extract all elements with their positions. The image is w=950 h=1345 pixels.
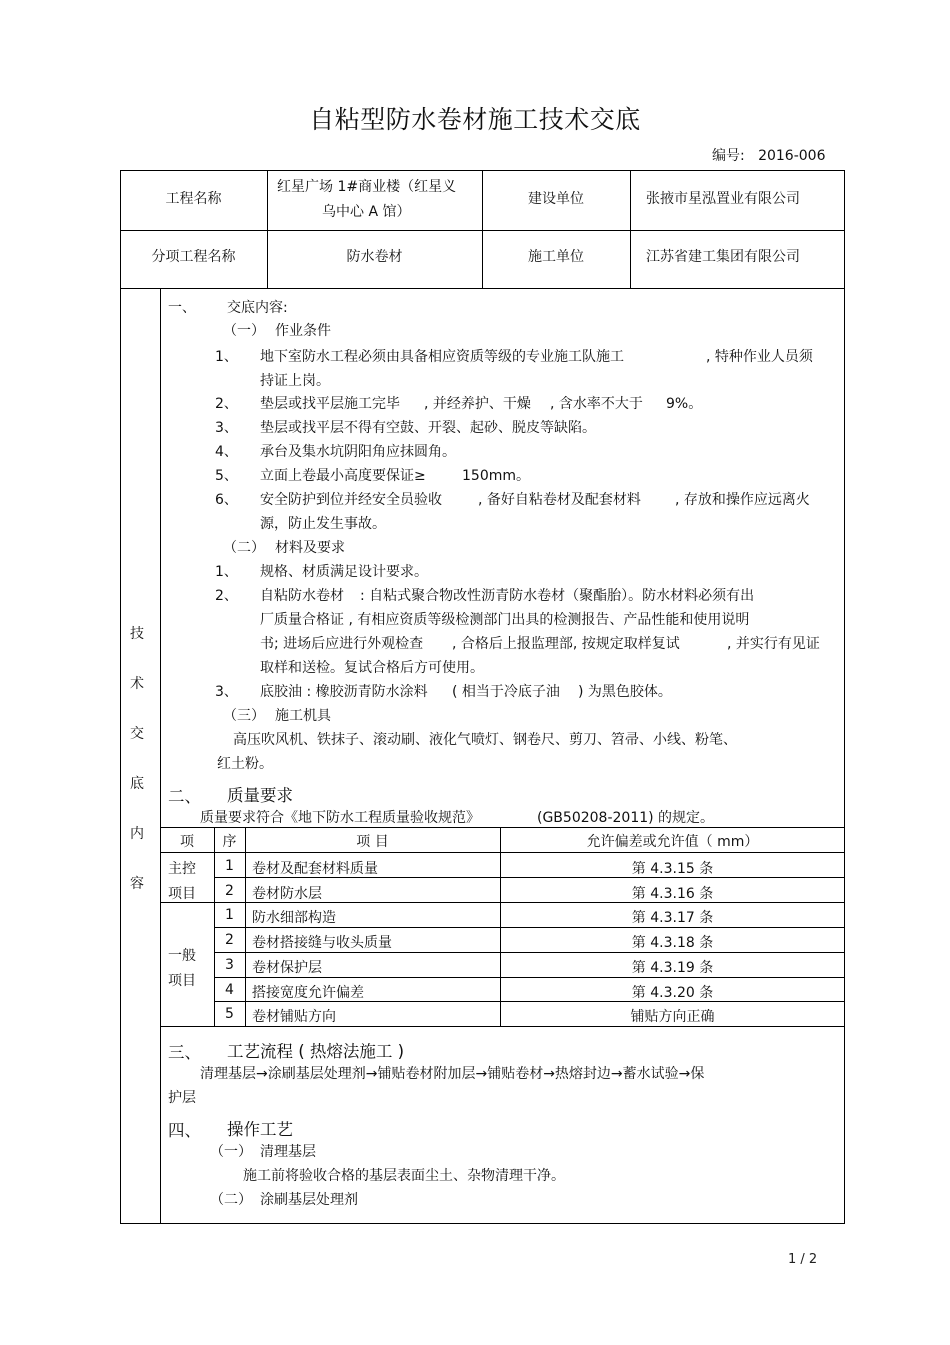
document-number [712,145,825,165]
item-text: 取样和送检。复试合格后方可使用。 [260,660,484,676]
section2-number: 二、 [168,787,201,806]
quality-row-no: 5 [225,1006,234,1022]
item-number: 6、 [215,492,238,508]
section4-number: 四、 [168,1121,201,1140]
general-label: 一般 [168,948,196,964]
operation-text: 施工前将验收合格的基层表面尘土、杂物清理干净。 [243,1168,565,1184]
item-text: 安全防护到位并经安全员验收 [260,492,442,508]
contractor-label: 施工单位 [528,249,584,265]
item-number: 4、 [215,444,238,460]
quality-row-value: 铺贴方向正确 [630,1009,715,1025]
quality-row-item: 卷材保护层 [252,960,322,976]
quality-row-value: 第 4.3.16 条 [631,886,714,902]
item-text: : 自粘式聚合物改性沥青防水卷材（聚酯胎）。防水材料必须有出 [360,588,755,604]
item-text: ) 为黑色胶体。 [578,684,672,700]
item-text: 立面上卷最小高度要保证≥ [260,468,426,484]
subsection-number: （一） [210,1144,252,1160]
project-name-value-line2: 乌中心 A 馆） [322,204,411,220]
item-text: 垫层或找平层不得有空鼓、开裂、起砂、脱皮等缺陷。 [260,420,596,436]
quality-row-item: 防水细部构造 [252,910,336,926]
sub-project-label: 分项工程名称 [151,249,236,265]
side-label-char: 底 [130,776,144,792]
quality-row-value: 第 4.3.20 条 [631,985,714,1001]
quality-row-no: 1 [225,858,234,874]
general-label: 项目 [168,973,196,989]
tools-text: 高压吹风机、铁抹子、滚动刷、液化气喷灯、钢卷尺、剪刀、笤帚、小线、粉笔、 [233,732,737,748]
quality-header-item: 项 目 [356,834,389,850]
item-number: 5、 [215,468,238,484]
item-text: 书; 进场后应进行外观检查 [260,636,424,652]
section2-title: 质量要求 [227,786,293,805]
item-text: 厂质量合格证 , 有相应资质等级检测部门出具的检测报告、产品性能和使用说明 [260,612,750,628]
page-number: 1 / 2 [788,1252,818,1267]
item-text: , 存放和操作应远离火 [675,492,810,508]
quality-header-tolerance: 允许偏差或允许值（ mm） [586,834,759,850]
item-text: 9%。 [666,396,703,412]
section1-title: 交底内容: [227,300,288,316]
quality-row-item: 卷材搭接缝与收头质量 [252,935,392,951]
item-text: 垫层或找平层施工完毕 [260,396,400,412]
quality-header-category: 项 [180,834,194,850]
item-text: 自粘防水卷材 [260,588,344,604]
section1-number: 一、 [168,300,196,316]
subsection-title: 材料及要求 [275,540,345,556]
document-title: 自粘型防水卷材施工技术交底 [309,105,641,134]
quality-intro: 质量要求符合《地下防水工程质量验收规范》 [200,810,480,826]
item-text: , 合格后上报监理部, 按规定取样复试 [452,636,680,652]
quality-row-no: 2 [225,932,234,948]
item-text: 底胶油 : 橡胶沥青防水涂料 [260,684,428,700]
main-control-label: 主控 [168,861,196,877]
quality-header-seq: 序 [222,834,237,850]
sub-project-value: 防水卷材 [346,249,403,265]
project-name-value-line1: 红星广场 1#商业楼（红星义 [277,179,457,195]
quality-row-no: 3 [225,957,234,973]
subsection-title: 涂刷基层处理剂 [260,1192,358,1208]
subsection-title: 施工机具 [275,708,331,724]
subsection-number: （二） [223,540,265,556]
item-text: 源，防止发生事故。 [260,516,386,532]
item-text: ( 相当于冷底子油 [452,684,560,700]
item-number: 3、 [215,420,238,436]
item-text: 规格、材质满足设计要求。 [260,564,428,580]
item-text: , 并经养护、干燥 [424,396,531,412]
subsection-number: （三） [223,708,265,724]
side-label-char: 内 [130,826,144,842]
quality-row-no: 2 [225,883,234,899]
section3-title: 工艺流程 ( 热熔法施工 ) [227,1042,405,1061]
item-number: 1、 [215,564,238,580]
project-name-label: 工程名称 [165,191,222,207]
item-number: 3、 [215,684,238,700]
subsection-number: （一） [223,323,265,339]
item-number: 2、 [215,588,238,604]
item-text: , 特种作业人员须 [706,349,813,365]
client-label: 建设单位 [528,191,584,207]
item-text: , 并实行有见证 [727,636,820,652]
subsection-title: 作业条件 [275,323,331,339]
contractor-value: 江苏省建工集团有限公司 [646,249,800,265]
process-flow: 护层 [168,1090,196,1106]
item-text: 承台及集水坑阴阳角应抹圆角。 [260,444,456,460]
tools-text: 红土粉。 [217,756,273,772]
side-label-char: 容 [130,876,144,892]
quality-row-value: 第 4.3.18 条 [631,935,714,951]
quality-intro-standard: (GB50208-2011) 的规定。 [537,810,715,826]
side-label-char: 术 [130,676,144,692]
side-label-char: 交 [130,726,144,742]
subsection-title: 清理基层 [260,1144,316,1160]
section3-number: 三、 [168,1043,201,1062]
process-flow: 清理基层→涂刷基层处理剂→铺贴卷材附加层→铺贴卷材→热熔封边→蓄水试验→保 [200,1066,705,1082]
quality-row-item: 卷材防水层 [252,886,322,902]
item-number: 2、 [215,396,238,412]
quality-row-item: 卷材铺贴方向 [252,1009,336,1025]
item-text: 150mm。 [462,468,530,484]
quality-row-value: 第 4.3.15 条 [631,861,714,877]
side-label-char: 技 [130,626,144,642]
item-text: 地下室防水工程必须由具备相应资质等级的专业施工队施工 [260,349,624,365]
quality-row-item: 搭接宽度允许偏差 [252,985,364,1001]
section4-title: 操作工艺 [227,1120,293,1139]
quality-row-value: 第 4.3.19 条 [631,960,714,976]
main-control-label: 项目 [168,886,196,902]
quality-row-no: 1 [225,907,234,923]
quality-row-item: 卷材及配套材料质量 [252,861,378,877]
subsection-number: （二） [210,1192,252,1208]
item-number: 1、 [215,349,238,365]
doc-no-label: 编号: [712,148,745,164]
quality-row-no: 4 [225,982,234,998]
client-value: 张掖市星泓置业有限公司 [646,191,800,207]
doc-no-value: 2016-006 [758,148,826,164]
quality-row-value: 第 4.3.17 条 [631,910,714,926]
item-text: , 含水率不大于 [550,396,643,412]
item-text: 持证上岗。 [260,373,330,389]
item-text: , 备好自粘卷材及配套材料 [478,492,641,508]
